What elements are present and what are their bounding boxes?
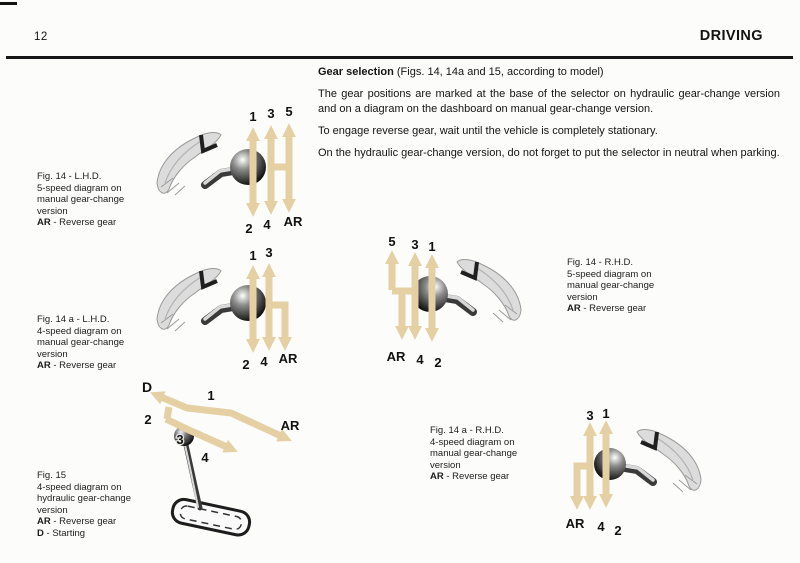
selector-position-label: 4 [201, 450, 209, 465]
figure-caption-line: 4-speed diagram on [37, 325, 122, 337]
figure-caption-line: version [37, 348, 68, 360]
figure-caption-line: 4-speed diagram on [37, 481, 122, 493]
gear-selection-heading [318, 65, 780, 80]
figure-caption-line: manual gear-change [430, 448, 518, 459]
gear-position-label: 4 [416, 352, 424, 367]
selector-base-icon [170, 497, 251, 537]
gear-position-label: 3 [586, 408, 594, 423]
gear-position-label: 1 [602, 406, 610, 421]
intro-text-column [318, 65, 780, 168]
gear-position-label: AR [278, 351, 298, 366]
figure-legend: AR - Reverse gear [37, 217, 117, 228]
figure-caption-line: manual gear-change [567, 280, 655, 291]
gear-position-label: 1 [249, 109, 257, 124]
figure-legend: AR - Reverse gear [37, 360, 117, 371]
fig14-rhd-diagram [375, 228, 560, 370]
selector-position-label: 3 [176, 432, 184, 447]
figure-caption-fig14-rhd [567, 257, 707, 315]
gear-position-label: AR [565, 516, 585, 531]
selector-position-label: 2 [144, 412, 152, 427]
page-title: DRIVING [699, 28, 763, 44]
figure-caption-line: version [567, 291, 598, 303]
gear-position-label: AR [386, 349, 406, 364]
figure-caption-line: Fig. 15 [37, 470, 67, 481]
selector-position-label: 1 [207, 388, 215, 403]
gear-position-label: 4 [263, 217, 271, 232]
figure-caption-line: version [37, 504, 68, 516]
figure-caption-line: 5-speed diagram on [37, 182, 122, 194]
gear-position-label: AR [283, 214, 303, 229]
figure-caption-line: Fig. 14 a - R.H.D. [430, 425, 504, 436]
dashboard-sketch-icon [457, 260, 521, 322]
gear-knob-icon [230, 285, 266, 321]
figure-caption-fig15 [37, 470, 177, 539]
heading-bold: Gear selection [318, 66, 394, 78]
gear-position-label: 5 [388, 234, 396, 249]
gear-position-label: 2 [245, 221, 253, 236]
selector-position-label: D [141, 379, 153, 395]
fig14-rhd-art [375, 228, 560, 370]
selector-position-label: AR [280, 418, 300, 433]
figure-caption-line: Fig. 14 a - L.H.D. [37, 314, 110, 325]
fig14a-rhd-art [550, 398, 735, 548]
gear-position-label: 2 [242, 357, 250, 372]
heading-rest: (Figs. 14, 14a and 15, according to model) [396, 66, 604, 78]
scan-corner-mark [0, 2, 17, 5]
figure-caption-line: Fig. 14 - L.H.D. [37, 171, 102, 182]
dashboard-sketch-icon [637, 430, 701, 492]
figure-caption-fig14a-lhd [37, 314, 177, 372]
figure-caption-line: 4-speed diagram on [430, 436, 515, 448]
gear-position-label: 4 [597, 519, 605, 534]
gear-position-label: 3 [265, 245, 273, 260]
header-rule [6, 56, 793, 59]
gear-position-label: 1 [428, 239, 436, 254]
gear-position-label: 3 [411, 237, 419, 252]
page-number: 12 [34, 31, 48, 43]
gear-position-label: 5 [285, 105, 293, 119]
gear-knob-icon [230, 149, 266, 185]
gear-position-label: 4 [260, 354, 268, 369]
figure-caption-fig14-lhd [37, 171, 177, 229]
figure-caption-fig14a-rhd [430, 425, 570, 483]
figure-legend: AR - Reverse gear [37, 516, 117, 527]
figure-caption-line: 5-speed diagram on [567, 268, 652, 280]
gear-position-label: 3 [267, 106, 275, 121]
figure-legend: AR - Reverse gear [567, 303, 647, 314]
gear-position-label: 2 [614, 523, 622, 538]
figure-caption-line: version [430, 459, 461, 471]
intro-paragraph-1: The gear positions are marked at the base of the selector on hydraulic gear-change version and on a diagram on the dashboard on manual gear-change version. [318, 88, 780, 115]
figure-caption-line: manual gear-change [37, 337, 125, 348]
gear-position-label: 2 [434, 355, 442, 370]
figure-caption-line: Fig. 14 - R.H.D. [567, 257, 633, 268]
fig14a-rhd-diagram [550, 398, 735, 548]
figure-legend: AR - Reverse gear [430, 471, 510, 482]
figure-caption-line: hydraulic gear-change [37, 493, 132, 504]
figure-caption-line: manual gear-change [37, 194, 125, 205]
intro-paragraph-2: To engage reverse gear, wait until the vehicle is completely stationary. [318, 125, 658, 137]
gear-knob-icon [594, 448, 626, 480]
intro-paragraph-3: On the hydraulic gear-change version, do not forget to put the selector in neutral when parking. [318, 147, 780, 159]
figure-caption-line: version [37, 205, 68, 217]
gear-position-label: 1 [249, 248, 257, 263]
figure-legend: D - Starting [37, 527, 86, 539]
